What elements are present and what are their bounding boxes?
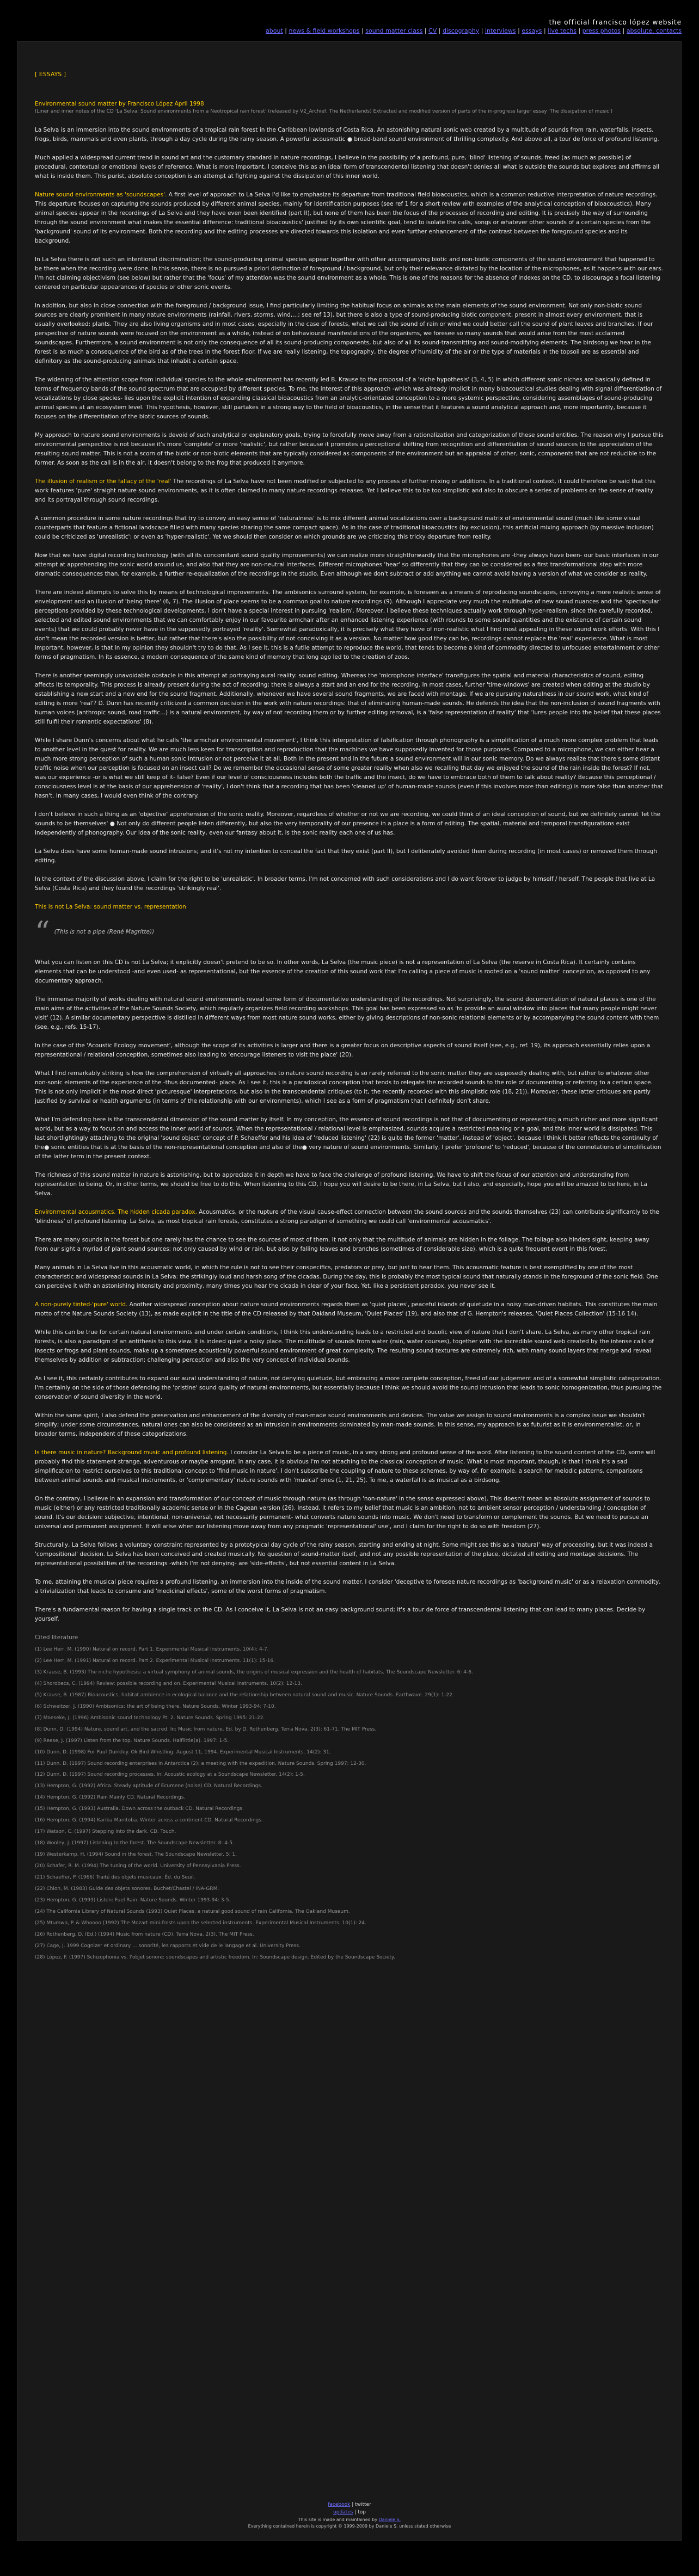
nav-separator: | — [479, 27, 485, 34]
paragraph-text: Many animals in La Selva live in this acousmatic world, in which the rule is not to see their conspecifics, predators or prey, but just to hear them. This acousmatic feature is best exemplified by one of the most characteristic and widespread sounds in La Selva: the strikingly loud and harsh song of the cicadas. During the day, this is probably the most typical sound that naturally stands in the foreground of the sonic field. One can perceive it with an astonishing intensity and proximity, many times you hear the cicada in clear of your face. Yet, like a persistent paradox, you never see it. — [35, 1264, 658, 1289]
paragraph-text: As I see it, this certainly contributes to expand our aural understanding of nature, not denying quietude, but embracing a more complete conception, freed of our judgement and of a somewhat simplistic categorization. I'm certainly on the side of those defending the 'pristine' sound quality of natural environments, but essentially because I think we should avoid the sound intrusion that leads to sonic homogenization, thus pursuing the conservation of sound diversity in the world. — [35, 1375, 662, 1400]
paragraph-text: To me, attaining the musical piece requires a profound listening, an immersion into the inside of the sound matter. I consider 'deceptive to foresee nature recordings as 'background music' or as a relaxation commodity, a trivialization that leads to consume and 'medicinal effects', some of the worst forms of pragmatism. — [35, 1578, 661, 1595]
nav-link-0[interactable]: about — [266, 27, 283, 34]
citation: (20) Schafer, R. M. (1994) The tuning of the world. University of Pennsylvania Press. — [35, 1863, 241, 1869]
nav-separator: | — [437, 27, 443, 34]
essay-paragraph — [35, 1041, 664, 1060]
paragraph-text: What you can listen on this CD is not La Selva; it explicitly doesn't pretend to be so. In other words, La Selva (the music piece) is not a representation of La Selva (the reserve in Costa Rica). It certainly contains elements that can be understood -and even used- as representational, but the essence of the creation of this sound work that I'm calling a piece of music is rooted on a 'sound matter' conception, as opposed to any documentary approach. — [35, 959, 651, 984]
footer-link-0[interactable]: facebook — [328, 2502, 351, 2507]
paragraph-text: Structurally, La Selva follows a voluntary constraint represented by a prototypical day cycle of the rainy season, starting and ending at night. Some might see this as a 'natural' way of proceeding, but it was indeed a 'compositional' decision. La Selva has been conceived and created musically. No question of sound-matter itself, and not any possible representation of the place, dictated all editing and montage decisions. The representational possibilities of the recordings -which I'm not denying- are 'side-effects', but not essential content in La Selva. — [35, 1541, 653, 1567]
paragraph-text: What I'm defending here is the transcendental dimension of the sound matter by itself. In my conception, the essence of sound recordings is not that of documenting or representing a much richer and more significant world, but as a way to focus on and access the inner world of sounds. When the representational / relational level is emphasized, sounds acquire a restricted meaning or a goal, and this inner world is dissipated. This last shortlightingly attaching to the original 'sound object' concept of P. Schaeffer and his idea of 'reduced listening' (22) is quite the former 'matter', instead of 'object', because I think it better reflects the continuity of the● sonic entities that is at the basis of the non-representational conception and also of the● very nature of sound environments. Similarly, I prefer 'profound' to 'reduced', because of the connotations of simplification of the latter term in the present context. — [35, 1116, 661, 1160]
quote-text: (This is not a pipe (René Magritte)) — [54, 928, 155, 935]
essay-paragraph — [35, 255, 664, 292]
paragraph-text: La Selva is an immersion into the sound environments of a tropical rain forest in the Caribbean lowlands of Costa Rica. An astonishing natural sonic web created by a multitude of sounds from rain, waterfalls, insects, frogs, birds, mammals and even plants, through a day cycle during the rainy season. A powerful acousmatic ● broad-band sound environment of thrilling complexity. And above all, a tour de force of profound listening. — [35, 126, 659, 143]
nav-link-8[interactable]: press photos — [582, 27, 621, 34]
citation: (28) López, F. (1997) Schizophonia vs. l'objet sonore: soundscapes and artistic freedom. In: Soundscape design. Edited by the Soundscape Society. — [35, 1954, 395, 1960]
essay-paragraph — [35, 126, 664, 144]
essay-paragraph — [35, 810, 664, 838]
paragraph-text: I consider La Selva to be a piece of music, in a very strong and profound sense of the word. After listening to the sound content of the CD, some will probably find this statement strange, adventurous or maybe arrogant. In any case, it is obvious I'm not attaching to the classical conception of music. What is most important, though, is that I think it's a sad simplification to restrict ourselves to this traditional concept to 'find music in nature'. I don't subscribe the coupling of nature to these schemes, by way of, for example, a search for melodic patterns, comparisons between animal sounds and musical instruments, or 'complementary' nature sounds with 'musical' ones (1, 21, 25). To me, a waterfall is as musical as a birdsong. — [35, 1449, 655, 1484]
paragraph-text: The immense majority of works dealing with natural sound environments reveal some form of documentative understanding of the recordings. Not surprisingly, the sound documentation of natural places is one of the main aims of the activities of the Nature Sounds Society, which regularly organizes field recording workshops. This goal has been expressed so as 'to provide an aural window into places that many people might never visit' (12). A similar documentary perspective is distilled in different ways from most nature sound works, either by giving descriptions of non-sonic relational elements or by accompanying the sound content with them (see, e.g., refs. 15-17). — [35, 996, 659, 1030]
footer-design-text: This site is made and maintained by — [298, 2517, 378, 2522]
paragraph-lead: The illusion of realism or the fallacy of the 'real' — [35, 478, 171, 485]
nav-link-4[interactable]: discography — [442, 27, 480, 34]
citation: (8) Dunn, D. (1994) Nature, sound art, and the sacred. In: Music from nature. Ed. by D. Rothenberg. Terra Nova. 2(3): 61-71. The MIT Press. — [35, 1726, 377, 1732]
citation: (23) Hempton, G. (1993) Listen: Fuel Rain. Nature Sounds. Winter 1993-94: 3-5. — [35, 1898, 231, 1904]
paragraph-text: Within the same spirit, I also defend the preservation and enhancement of the diversity of man-made sound environments and devices. The value we assign to sound environments is a complex issue we shouldn't simplify; under some circumstances, natural ones can also be considered as an intrusion in environments dominated by man-made sounds. In this sense, my approach is as futurist as it is environmentalist, or, in broader terms, independent of these categorizations. — [35, 1412, 645, 1437]
citation: (19) Westerkamp, H. (1994) Sound in the forest. The Soundscape Newsletter. 5: 1. — [35, 1852, 237, 1858]
essay-paragraph — [35, 1115, 664, 1162]
footer-line — [0, 2509, 699, 2517]
nav-separator: | — [621, 27, 627, 34]
paragraph-text: The richness of this sound matter in nature is astonishing, but to appreciate it in depth we have to face the challenge of profound listening. We have to shift the focus of our attention and understanding from representation to being. Or, in other terms, we should be free to do this. When listening to this CD, I hope you will desire to be there, in La Selva, but I also, and especially, hope you will be amazed to be here, in La Selva. — [35, 1171, 647, 1197]
paragraph-text: There are many sounds in the forest but one rarely has the chance to see the sources of most of them. It not only that the multitude of animals are hidden in the foliage. The foliage also hinders sight, keeping away from our sight a myriad of plant sound sources; not only caused by wind or rain, but also by falling leaves and branches (sometimes of considerable size), which is a quite frequent event in this forest. — [35, 1236, 649, 1252]
citation: (14) Hempton, G. (1992) Rain Mainly CD. Natural Recordings. — [35, 1795, 186, 1801]
nav-link-1[interactable]: news & field workshops — [289, 27, 360, 34]
paragraph-lead: A non-purely tinted-'pure' world. — [35, 1301, 128, 1308]
essay-paragraph — [35, 431, 664, 468]
citation: (10) Dunn, D. (1998) For Paul Dunkley. Ok Bird Whistling. August 11, 1994. Experimental Musical Instruments. 14(2): 31. — [35, 1749, 331, 1755]
paragraph-text: A first level of approach to La Selva I'd like to emphasize its departure from traditional field bioacoustics, which is a common reductive interpretation of nature recordings. This departure focuses on capturing the sounds produced by different animal species, mainly for identification purposes (see ref 1 for a short review with examples of the analytical conception of bioacoustics). Many animal species appear in the recordings of La Selva and they have even been identified (part II), but none of them has been the focus of the processes of recording and editing. It is precisely the way of surrounding through the sound environment what makes the essential difference: traditional bioacoustics' justified by its own scientific goal, tend to isolate the calls, songs or whatever other sounds of a certain species from the 'background' sound of its environment. Both the recording and the editing processes are directed towards this isolation and even further enhancement of the contrast between the foreground species and its background. — [35, 191, 658, 244]
essay-paragraph — [35, 671, 664, 727]
nav-link-5[interactable]: interviews — [485, 27, 516, 34]
essay-paragraph — [35, 1411, 664, 1439]
citation: (1) Lee Herr, M. (1990) Natural on record. Part 1. Experimental Musical Instruments. 10(4): 4-7. — [35, 1646, 269, 1652]
paragraph-text: Now that we have digital recording technology (with all its concomitant sound quality improvements) we can realize more straightforwardly that the microphones are -they always have been- our basic interfaces in our attempt at apprehending the sonic world around us, and also that they are non-neutral interfaces. Different microphones 'hear' so differently that they can be considered as a first transformational step with more dramatic consequences than, for example, a further re-equalization of the recordings in the studio. Even although we don't subtract or add anything we cannot avoid having a version of what we consider as reality. — [35, 552, 659, 577]
citation: (3) Krause, B. (1993) The niche hypothesis: a virtual symphony of animal sounds, the origins of musical expression and the health of habitats. The Soundscape Newsletter. 6: 4-6. — [35, 1669, 473, 1675]
paragraph-text: While I share Dunn's concerns about what he calls 'the armchair environmental movement', I think this interpretation of falsification through phonography is a simplification of a much more complex problem that leads to another level in the quest for reality. We are much less keen for transcription and reproduction that the machines we have supposedly invented for those purposes. Compared to a microphone, we can either hear a much more strong perception of such a human sonic intrusion or not perceive it at all. Both in the present and in the future a sound environment will in our sonic memory. Do we always realize that there's some distant traffic noise when our perception is focused on an insect call? Do we remember the occasional sense of some greater reality when also we recalling that day we enjoyed the sound of the rain inside the forest? If not, was our experience -or is what we still keep of it- false? Even if our level of consciousness includes both the traffic and the insect, do we have to embrace both of them to talk about reality? Because this perceptional / consciousness level is at the basis of our apprehension of 'reality', I don't think that a recording that has been 'cleaned up' of human-made sounds (even if this involves more than editing) is more false than another that hasn't. In many cases, I would even think of the contrary. — [35, 737, 663, 799]
paragraph-text: In the case of the 'Acoustic Ecology movement', although the scope of its activities is larger and there is a greater focus on descriptive aspects of sound itself (see, e.g., ref. 19), its approach essentially relies upon a representational / relational conception, sometimes also leading to 'encourage listeners to visit the place' (20). — [35, 1042, 651, 1058]
essay-paragraph — [35, 875, 664, 893]
paragraph-text: Another widespread conception about nature sound environments regards them as 'quiet places', peaceful islands of quietude in a noisy man-driven habitats. This constitutes the main motto of the Nature Sounds Society (13), as made explicit in the title of the CD released by that Oakland Museum, 'Quiet Places' (19), and also that of G. Hempton's releases, 'Quiet Places Collection' (15-16 14). — [35, 1301, 658, 1317]
essay-body — [35, 126, 664, 1624]
subheading: This is not La Selva: sound matter vs. representation — [35, 903, 186, 910]
nav-separator: | — [576, 27, 582, 34]
paragraph-text: The widening of the attention scope from individual species to the whole environment has recently led B. Krause to the proposal of a 'niche hypothesis' (3, 4, 5) in which different sonic niches are basically defined in terms of frequency bands of the sound spectrum that are occupied by different species. To me, the interest of this approach -which was already implicit in many bioacoustical studies dealing with signal differentiation of vocalizations by close species- lies upon the explicit intention of expanding classical bioacoustics from an analytic-orientated conception to a more systemic perspective, considering assemblages of sound-producing animal species at an ecosystem level. This hypothesis, however, still partakes in a strong way to the field of bioacoustics, in the sense that it features a sound analytical approach and, more importantly, because it focuses on the differentiation of the biotic sources of sounds. — [35, 376, 662, 420]
essay-paragraph — [35, 1578, 664, 1596]
citation: (6) Schweitzer, J. (1990) Ambisonics: the art of being there. Nature Sounds. Winter 1993-94: 7-10. — [35, 1703, 276, 1709]
nav-link-3[interactable]: CV — [428, 27, 437, 34]
essay-title: Environmental sound matter by Francisco López April 1998 — [35, 100, 204, 107]
essay-paragraph — [35, 995, 664, 1032]
citation: (11) Dunn, D. (1997) Sound recording enterprises in Antarctica (2): a meeting with the expedition. Nature Sounds. Spring 1997: 12-30. — [35, 1760, 366, 1766]
nav-link-6[interactable]: essays — [522, 27, 542, 34]
paragraph-text: On the contrary, I believe in an expansion and transformation of our concept of music through nature (as through 'non-nature' in the sense expressed above). This doesn't mean an absolute assignment of sounds to music (either) or any restricted traditionally academic sense or in the Cagean version (26). Instead, it refers to my belief that music is an ambition, not to ambient sensor perception / understanding / conception of sound. It's our decision: subjective, intentional, non-universal, not necessarily permanent- what converts nature sounds into music. We don't need to transform or complement the sounds. But we need to pursue an universal and permanent assignment. It will arise when our listening move away from any pragmatic 'representational' use', and I claim for the right to do so with freedom (27). — [35, 1495, 651, 1530]
citation: (16) Hempton, G. (1994) Kariba Manitoba. Winter across a continent CD. Natural Recordings. — [35, 1818, 263, 1824]
nav-separator: | — [283, 27, 289, 34]
quote-mark-icon: “ — [35, 915, 50, 949]
paragraph-text: The recordings of La Selva have not been modified or subjected to any process of further mixing or additions. In a traditional context, it could therefore be said that this work features 'pure' straight nature sound environments, as it is often claimed in many nature recordings releases. Yet I believe this to be too simplistic and also to obscure a series of problems on the sense of reality and its portrayal through sound recordings. — [35, 478, 656, 503]
essay-paragraph — [35, 1541, 664, 1568]
essay-paragraph — [35, 1605, 664, 1624]
citation: (21) Schaeffer, P. (1966) Traité des objets musicaux. Éd. du Seuil. — [35, 1875, 195, 1881]
essay-paragraph — [35, 1208, 664, 1226]
paragraph-text: In addition, but also in close connection with the foreground / background issue, I find particularly limiting the habitual focus on animals as the main elements of the sound environment. Not only non-biotic sound sources are clearly prominent in many nature environments (rainfall, rivers, storms, wind,...; see ref 13), but there is also a type of sound-producing biotic component, present in almost every environment, that is usually overlooked: plants. They are also living organisms and in most cases, especially in the case of forests, what we call the sound of rain or wind we could better call the sound of plant leaves and branches. If our perspective of nature sounds were focused on the environment as a whole, instead of on behavioural manifestations of the organisms, we foresee so many sounds that would arise from the most acclaimed soundscapes. Furthermore, a sound environment is not only the consequence of all its sound-producing components, but also of all its sound-transmitting and sound-modifying elements. The birdsong we hear in the forest is as much a consequence of the bird as of the trees in the forest floor. If we are really listening, the topography, the degree of humidity of the air or the type of materials in the topsoil are as essential and definitory as the sound-producing animals that inhabit a certain space. — [35, 302, 653, 365]
essay-paragraph — [35, 153, 664, 181]
paragraph-text: Acousmatics, or the rupture of the visual cause-effect connection between the sound sources and the sounds themselves (23) can contribute significantly to the 'blindness' of profound listening. La Selva, as most tropical rain forests, constitutes a strong paradigm of something we could call 'environmental acousmatics'. — [35, 1208, 659, 1225]
essay-paragraph — [35, 190, 664, 246]
paragraph-text: La Selva does have some human-made sound intrusions; and it's not my intention to conceal the fact that they exist (part II), but I deliberately avoided them during recording (in most cases) or removed them through editing. — [35, 848, 657, 864]
paragraph-text: I don't believe in such a thing as an 'objective' apprehension of the sonic reality. Moreover, regardless of whether or not we are recording, we could think of an ideal conception of sound, but we definitely cannot 'let the sounds to be themselves' ● Not only do different people listen differently, but also the very temporality of our presence in a place is a form of editing. The spatial, material and temporal transfigurations exist independently of phonography. Our idea of the sonic reality, even our fantasy about it, is the sonic reality each one of us has. — [35, 811, 661, 836]
citation: (22) Chion, M. (1983) Guide des objets sonores. Buchet/Chastel / INA-GRM. — [35, 1886, 219, 1892]
top-nav — [266, 27, 682, 34]
essay-paragraph — [35, 1069, 664, 1106]
essay-paragraph — [35, 301, 664, 366]
footer-designer-link[interactable]: Daniele S. — [378, 2517, 401, 2522]
footer-copyright: Everything contained herein is copyright © 1999-2009 by Daniele S. unless stated otherwise — [248, 2524, 451, 2529]
citation: (13) Hempton, G. (1992) Africa. Steady aptitude of Ecumene (noise) CD. Natural Recordings. — [35, 1783, 262, 1789]
essay-paragraph — [35, 1448, 664, 1485]
cited-literature — [35, 1646, 664, 1962]
footer — [0, 2501, 699, 2530]
citation: (2) Lee Herr, M. (1991) Natural on record. Part 2. Experimental Musical Instruments. 11(1): 15-16. — [35, 1658, 275, 1664]
footer-links — [0, 2501, 699, 2517]
citation: (26) Rothenberg, D. (Ed.) (1994) Music from nature (CD). Terra Nova. 2(3). The MIT Press. — [35, 1932, 254, 1938]
footer-link-suffix: | twitter — [350, 2502, 371, 2507]
nav-separator: | — [359, 27, 366, 34]
nav-link-9[interactable]: absolute. contacts — [626, 27, 682, 34]
citation: (7) Moeseke, J. (1996) Ambisonic sound technology Pt. 2. Nature Sounds. Spring 1995: 21-22. — [35, 1715, 265, 1721]
essay-paragraph — [35, 736, 664, 801]
paragraph-text: There is another seemingly unavoidable obstacle in this attempt at portraying aural reality: sound editing. Whereas the 'microphone interface' transfigures the spatial and material characteristics of sound, editing affects its temporality. This process is already present during the act of recording; there is always a start and an end for the recording. In most cases, further 'time-windows' are created when editing at the studio by establishing a new start and a new end for the sound fragment. Additionally, whenever we have several sound fragments, we are faced with montage. If we are pursuing naturalness in our sound work, what kind of editing is more 'real'? D. Dunn has recently criticized a common decision in the work with nature recordings: that of eliminating human-made sounds. He defends the idea that the non-inclusion of sound fragments with human voices (anthropic sound, road traffic...) is a natural environment, by way of not recording them or by further editing removal, is a 'false representation of reality' that 'lures people into the belief that these places still fulfil their romantic expectations' (8). — [35, 672, 661, 725]
essay-paragraph — [35, 1494, 664, 1531]
essay-paragraph — [35, 1263, 664, 1291]
citation: (12) Dunn, D. (1997) Sound recording processes. In: Acoustic ecology at a Soundscape Newsletter. 14(2): 1-5. — [35, 1772, 305, 1778]
paragraph-text: What I find remarkably striking is how the comprehension of virtually all approaches to nature sound recording is so rarely referred to the sonic matter they are supposedly dealing with, but rather to whatever other non-sonic elements of the experience of the -thus documented- place. As I see it, this is a paradoxical conception that tends to relegate the recorded sounds to the role of documenting or referring to a certain space. This is not only implicit in the most direct 'picturesque' interpretations, but also in the transcendental critiques (to it, the recently recorded with this simplistic role (18, 21)). Moreover, these latter critiques are partly justified by survival or health arguments (in terms of the relationship with our environments), which I see as a form of pragmatism that I definitely don't share. — [35, 1070, 653, 1104]
paragraph-text: A common procedure in some nature recordings that try to convey an easy sense of 'naturalness' is to mix different animal vocalizations over a background matrix of environmental sound (much like some visual counterparts that feature a fictional landscape filled with many species sharing the same compact space). As in the case of traditional bioacoustics (by exclusion), this artificial mixing approach (by massive inclusion) could be criticized as 'unrealistic': or even as 'hyper-realistic'. Yet we should then consider on which grounds are we criticizing this tricky departure from reality. — [35, 515, 654, 540]
citation: (17) Watson, C. (1997) Stepping into the dark. CD. Touch. — [35, 1829, 176, 1835]
essay-paragraph — [35, 477, 664, 505]
essay-subtitle: (Liner and inner notes of the CD 'La Selva: Sound environments from a Neotropical rain forest' (released by V2_Archief, The Netherlands) Extracted and modified version of parts of the in-progress larger essay 'The dissipation of music') — [35, 108, 613, 114]
citation: (25) Mtumwo, P. & Whoooo (1992) The Mozart mini-frosts upon the selected instruments. Experimental Musical Instruments. 10(1): 24. — [35, 1920, 366, 1926]
citation: (9) Reese, J. (1997) Listen from the top. Nature Sounds. Halflittle(a). 1997: 1-5. — [35, 1738, 229, 1744]
essay-paragraph — [35, 1328, 664, 1365]
paragraph-text: There's a fundamental reason for having a single track on the CD. As I conceive it, La Selva is not an easy background sound; it's a tour de force of transcendental listening that can lead to many places. Decide by yourself. — [35, 1606, 646, 1622]
footer-link-suffix: | top — [353, 2509, 366, 2515]
nav-separator: | — [542, 27, 548, 34]
citation: (5) Krause, B. (1987) Bioacoustics, habitat ambience in ecological balance and the relationship between natural sound and music. Nature Sounds. Earthwave. 29(1): 1-22. — [35, 1692, 454, 1698]
essay-paragraph — [35, 1300, 664, 1319]
citation: (27) Cage, J. 1999 Cognizer et ordinary ... sonorité, les rapports et vide de le langage et al. University Press. — [35, 1943, 301, 1949]
essay-paragraph — [35, 375, 664, 422]
essay-paragraph — [35, 1374, 664, 1402]
essay-paragraph — [35, 1236, 664, 1254]
citation: (18) Wooley, J. (1997) Listening to the forest. The Soundscape Newsletter. 8: 4-5. — [35, 1840, 234, 1846]
paragraph-text: In La Selva there is not such an intentional discrimination; the sound-producing animal species appear together with other accompanying biotic and non-biotic components of the sound environment that happened to be there when the recording were done. In this sense, there is no pursued a priori distinction of foreground / background, but only their relevance dictated by the location of the microphones, as it happens with our ears. I'm not claiming objectivism (see below) but rather that the 'focus' of my attention was the sound environment as a whole. This is one of the reasons for the absence of indexes on the CD, to discourage a focal listening centered on particular appearances of species or other sonic events. — [35, 256, 663, 291]
nav-separator: | — [422, 27, 429, 34]
paragraph-text: My approach to nature sound environments is devoid of such analytical or explanatory goals, trying to forcefully move away from a rationalization and categorization of these sound entities. The reason why I pursue this environmental perspective is not because it's more 'complete' or more 'realistic', but rather because it promotes a perceptional shifting from recognition and differentiation of sound sources to the appreciation of the resulting sound matter. This is not a scorn of the biotic or non-biotic elements that are typically considered as components of the environment but an appraisal of other, sonic, components that are not reducible to the former. As soon as the call is in the air, it doesn't belong to the frog that produced it anymore. — [35, 431, 664, 466]
site-title: the official francisco lópez website — [549, 18, 682, 26]
paragraph-text: There are indeed attempts to solve this by means of technological improvements. The ambisonics surround system, for example, is foreseen as a means of reproducing soundscapes, conveying a more realistic sense of envelopment and an illusion of 'being there' (6, 7). The illusion of place seems to be a common goal to nature recordings (9). Although I appreciate very much the multitudes of new sound nuances and the 'spectacular' perceptions provided by these technological developments, I don't have a special interest in pursuing 'realism'. Moreover, I believe these techniques actually work through hyper-realism, since the carefully recorded, selected and edited sound environments that we can comfortably enjoy in our favourite armchair after an enhanced listening experience (with rounds to some sound quantities and the existence of certain sound events) that we could probably never have in the supposedly portrayed 'reality'. Somewhat paradoxically, it is precisely what they have of non-realistic what I find most appealing in these sound work efforts. With this I don't mean the recorded version is better, but rather that there's also the possibility of not conceiving it as a version. No matter how good they can be, recordings cannot replace the 'real' experience. What is most important, however, is that in my opinion they shouldn't try to do that. As I see it, this is a futile attempt to reproduce the world, that tends to become a kind of commodity directed to unfocused entertainment or other forms of pragmatism. In its essence, a modern consequence of the same kind of memory that long ago led to the creation of zoos. — [35, 589, 661, 660]
paragraph-lead: Nature sound environments as 'soundscapes'. — [35, 191, 167, 198]
footer-line — [0, 2501, 699, 2509]
paragraph-lead: Environmental acousmatics. The hidden cicada paradox. — [35, 1208, 197, 1215]
quote-block — [35, 915, 664, 949]
nav-link-7[interactable]: live techs — [548, 27, 577, 34]
paragraph-text: Much applied a widespread current trend in sound art and the customary standard in nature recordings, I believe in the possibility of a profound, pure, 'blind' listening of sounds, freed (as much as possible) of procedural, contextual or emotional levels of reference. What is more important, I conceive this as an ideal form of transcendental listening that doesn't denies all what is outside the sounds but explores and affirms all what is inside them. This purist, absolute conception is an attempt at fighting against the dissipation of this inner world. — [35, 154, 660, 180]
notes-heading: Cited literature — [35, 1634, 78, 1641]
citation: (4) Shorobecs, C. (1994) Review: possible recording and on. Experimental Musical Instruments. 10(2): 12-13. — [35, 1681, 302, 1687]
citation: (24) The California Library of Natural Sounds (1993) Quiet Places: a natural good sound of rain California. The Oakland Museum. — [35, 1909, 350, 1915]
section-heading: [ ESSAYS ] — [35, 71, 66, 78]
footer-credit — [0, 2517, 699, 2523]
citation: (15) Hempton, G. (1993) Australia. Down across the outback CD. Natural Recordings. — [35, 1806, 244, 1812]
essay-content — [35, 70, 664, 1965]
essay-paragraph — [35, 958, 664, 986]
nav-link-2[interactable]: sound matter class — [365, 27, 423, 34]
essay-paragraph — [35, 847, 664, 866]
essay-paragraph — [35, 551, 664, 579]
essay-paragraph — [35, 514, 664, 542]
paragraph-text: While this can be true for certain natural environments and under certain conditions, I think this understanding leads to a restricted and bucolic view of nature that I don't share. La Selva, as many other tropical rain forests, is also a paradigm of an antithesis to this view. It is indeed quiet a noisy place. The multitude of sounds from water (rain, water courses), together with the incredible sound web created by the intense calls of insects or frogs and plant sounds, make up a sometimes acoustically powerful sound environment of great complexity. The resulting sound textures are extremely rich, with many sound layers that merge and reveal themselves by addition or subtraction; challenging perception and also the very concept of individual sounds. — [35, 1329, 654, 1363]
essay-paragraph — [35, 588, 664, 662]
essay-paragraph — [35, 1171, 664, 1199]
footer-link-1[interactable]: updates — [333, 2509, 353, 2515]
paragraph-text: In the context of the discussion above, I claim for the right to be 'unrealistic'. In broader terms, I'm not concerned with such considerations and I do want forever to judge by himself / herself. The people that live at La Selva (Costa Rica) and they found the recordings 'strikingly real'. — [35, 875, 655, 892]
nav-separator: | — [516, 27, 522, 34]
paragraph-lead: Is there music in nature? Background music and profound listening. — [35, 1449, 229, 1456]
